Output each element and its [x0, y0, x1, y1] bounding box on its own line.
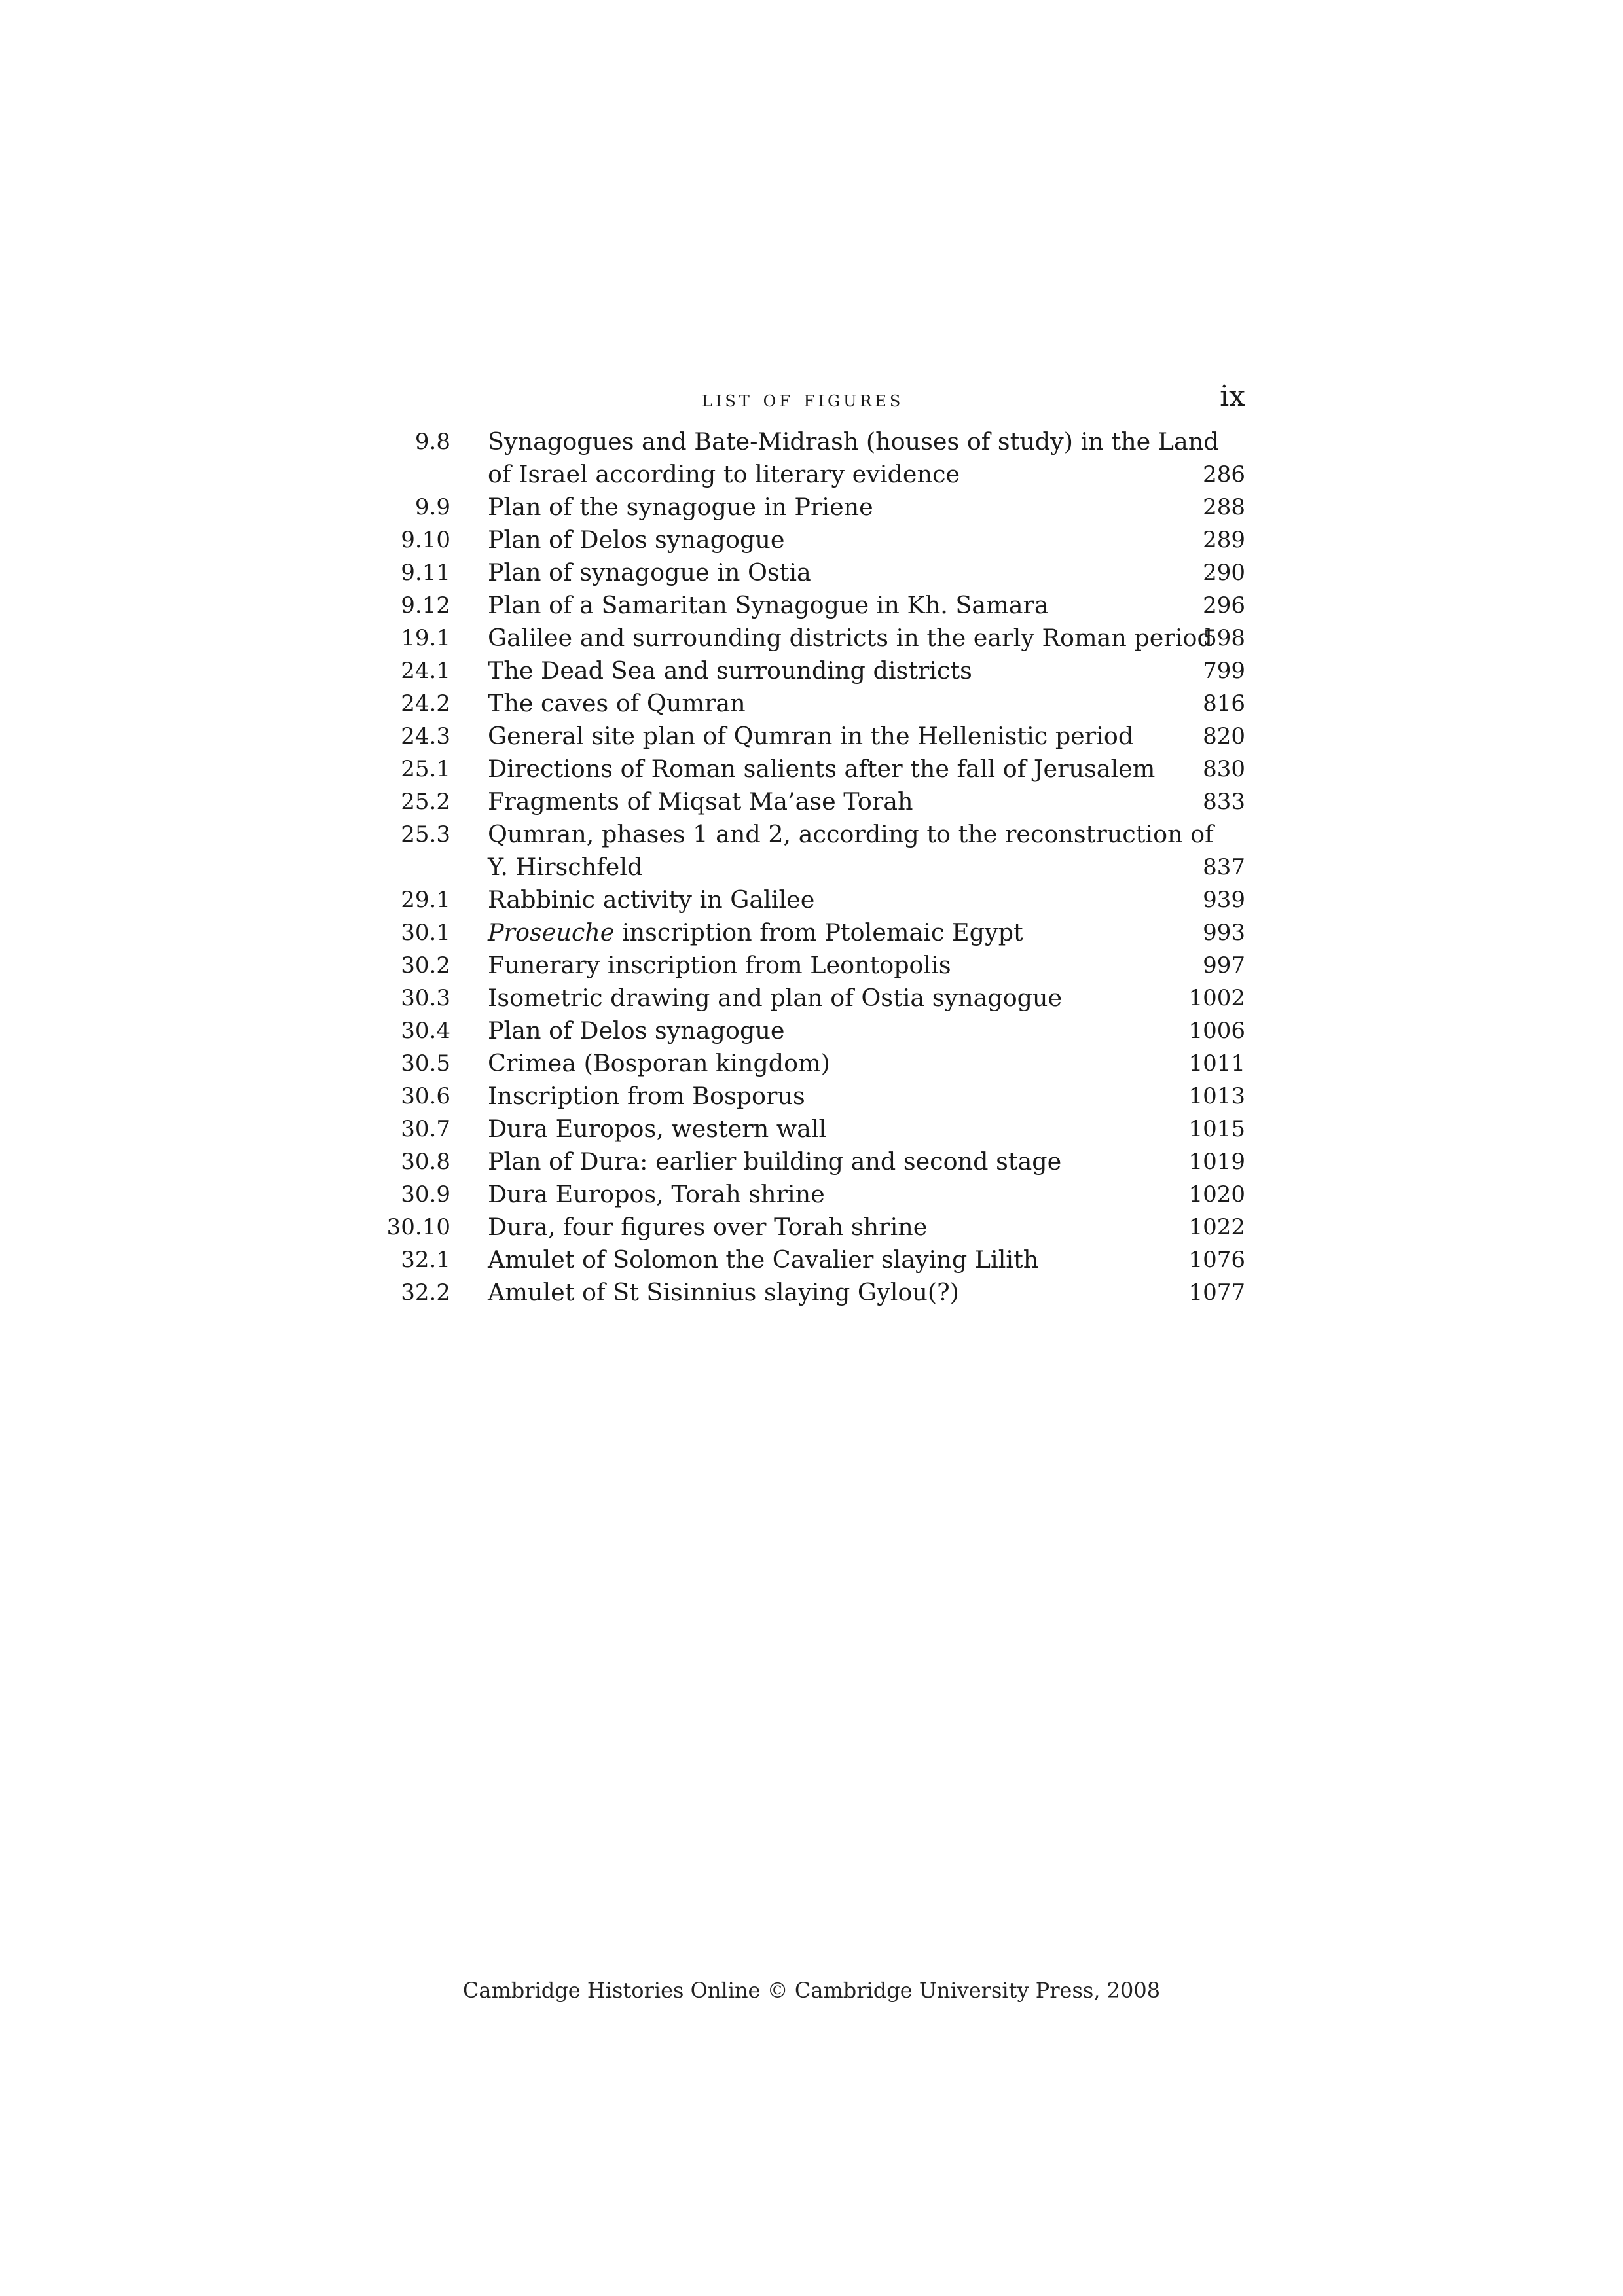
caption-italic: Proseuche	[488, 918, 615, 946]
figure-page: 286	[1203, 461, 1245, 488]
figure-page: 997	[1203, 952, 1245, 978]
page-number: ix	[1220, 380, 1245, 413]
figure-number: 32.1	[401, 1247, 450, 1273]
figure-page: 1020	[1188, 1181, 1245, 1208]
figure-entry	[373, 982, 1245, 1014]
caption-rest: inscription from Ptolemaic Egypt	[614, 918, 1023, 946]
figure-page: 993	[1203, 920, 1245, 946]
figure-number: 25.3	[401, 821, 450, 848]
figure-caption: Plan of Delos synagogue	[488, 1016, 785, 1045]
figure-page: 1011	[1188, 1050, 1245, 1077]
figure-number: 30.1	[401, 920, 450, 946]
figure-entry	[373, 491, 1245, 524]
figure-number: 24.2	[401, 691, 450, 717]
figure-entry	[373, 1145, 1245, 1178]
figure-number: 30.7	[401, 1116, 450, 1142]
copyright-footer: Cambridge Histories Online © Cambridge University Press, 2008	[462, 1978, 1161, 2003]
figure-caption: Plan of Delos synagogue	[488, 526, 785, 554]
figure-caption: Amulet of St Sisinnius slaying Gylou(?)	[488, 1278, 959, 1306]
figure-entry	[373, 785, 1245, 818]
figure-entry	[373, 655, 1245, 687]
figure-entry	[373, 1211, 1245, 1244]
figure-entry	[373, 1113, 1245, 1145]
figure-number: 30.8	[401, 1149, 450, 1175]
figure-number: 30.10	[386, 1214, 450, 1240]
figure-number: 9.12	[401, 592, 450, 619]
figure-page: 820	[1203, 723, 1245, 749]
figure-page: 799	[1203, 658, 1245, 684]
figure-page: 289	[1203, 527, 1245, 553]
figure-page: 288	[1203, 494, 1245, 520]
figure-page: 1077	[1188, 1280, 1245, 1306]
figure-caption: Plan of Dura: earlier building and second stage	[488, 1147, 1062, 1175]
figure-number: 9.10	[401, 527, 450, 553]
figure-caption	[488, 425, 1219, 491]
figure-caption: Plan of synagogue in Ostia	[488, 558, 811, 586]
figure-caption: Plan of a Samaritan Synagogue in Kh. Samara	[488, 591, 1049, 619]
figure-number: 30.5	[401, 1050, 450, 1077]
figure-caption: Dura Europos, Torah shrine	[488, 1180, 825, 1208]
figure-page: 833	[1203, 789, 1245, 815]
figure-entry	[373, 687, 1245, 720]
figure-page: 830	[1203, 756, 1245, 782]
figure-entry	[373, 1080, 1245, 1113]
figure-page: 296	[1203, 592, 1245, 619]
figure-caption: Rabbinic activity in Galilee	[488, 886, 815, 914]
figure-caption: The Dead Sea and surrounding districts	[488, 656, 972, 685]
figure-caption: Plan of the synagogue in Priene	[488, 493, 873, 521]
figure-page: 1076	[1188, 1247, 1245, 1273]
figure-entry	[373, 1047, 1245, 1080]
figure-number: 30.4	[401, 1018, 450, 1044]
figure-entry	[373, 1178, 1245, 1211]
caption-line: of Israel according to literary evidence	[488, 460, 960, 488]
running-title: list of figures	[702, 386, 904, 412]
figure-caption: Funerary inscription from Leontopolis	[488, 951, 951, 979]
figure-number: 32.2	[401, 1280, 450, 1306]
figure-entry	[373, 524, 1245, 556]
figure-caption: Amulet of Solomon the Cavalier slaying Lilith	[488, 1246, 1039, 1274]
figure-caption: Dura Europos, western wall	[488, 1115, 827, 1143]
figure-number: 9.11	[401, 560, 450, 586]
figure-page: 837	[1203, 854, 1245, 880]
figure-page: 1015	[1188, 1116, 1245, 1142]
figure-number: 24.3	[401, 723, 450, 749]
figure-page: 1013	[1188, 1083, 1245, 1109]
figure-entry	[373, 818, 1245, 884]
caption-line: Qumran, phases 1 and 2, according to the reconstruction of	[488, 820, 1214, 848]
figure-caption: The caves of Qumran	[488, 689, 746, 717]
caption-line: Synagogues and Bate-Midrash (houses of study) in the Land	[488, 427, 1219, 456]
figure-entry	[373, 753, 1245, 785]
figure-page: 1002	[1188, 985, 1245, 1011]
caption-line: Y. Hirschfeld	[488, 853, 643, 881]
figure-page: 1022	[1188, 1214, 1245, 1240]
figure-number: 25.2	[401, 789, 450, 815]
figure-number: 9.9	[414, 494, 450, 520]
figure-caption	[488, 916, 1175, 949]
figure-number: 19.1	[401, 625, 450, 651]
figure-number: 30.6	[401, 1083, 450, 1109]
figure-caption: Inscription from Bosporus	[488, 1082, 805, 1110]
figure-caption: Galilee and surrounding districts in the early Roman period	[488, 624, 1213, 652]
figure-page: 1006	[1188, 1018, 1245, 1044]
figure-page: 598	[1203, 625, 1245, 651]
figure-entry	[373, 916, 1245, 949]
figure-number: 30.9	[401, 1181, 450, 1208]
figure-number: 30.2	[401, 952, 450, 978]
figure-entry	[373, 1014, 1245, 1047]
running-head	[0, 380, 1623, 419]
figure-number: 24.1	[401, 658, 450, 684]
figure-number: 9.8	[414, 429, 450, 455]
figure-list	[373, 425, 1245, 1309]
figure-caption: Isometric drawing and plan of Ostia synagogue	[488, 984, 1063, 1012]
figure-entry	[373, 425, 1245, 491]
figure-entry	[373, 884, 1245, 916]
figure-number: 29.1	[401, 887, 450, 913]
figure-page: 290	[1203, 560, 1245, 586]
figure-caption: Dura, four figures over Torah shrine	[488, 1213, 928, 1241]
figure-number: 25.1	[401, 756, 450, 782]
figure-entry	[373, 1244, 1245, 1276]
figure-caption: General site plan of Qumran in the Hellenistic period	[488, 722, 1134, 750]
figure-caption: Directions of Roman salients after the fall of Jerusalem	[488, 755, 1156, 783]
figure-number: 30.3	[401, 985, 450, 1011]
figure-entry	[373, 949, 1245, 982]
figure-caption: Crimea (Bosporan kingdom)	[488, 1049, 830, 1077]
figure-entry	[373, 556, 1245, 589]
figure-page: 939	[1203, 887, 1245, 913]
figure-entry	[373, 1276, 1245, 1309]
figure-caption	[488, 818, 1214, 884]
figure-page: 816	[1203, 691, 1245, 717]
figure-caption: Fragments of Miqsat Ma’ase Torah	[488, 787, 913, 816]
figure-page: 1019	[1188, 1149, 1245, 1175]
figure-entry	[373, 589, 1245, 622]
figure-entry	[373, 720, 1245, 753]
figure-entry	[373, 622, 1245, 655]
